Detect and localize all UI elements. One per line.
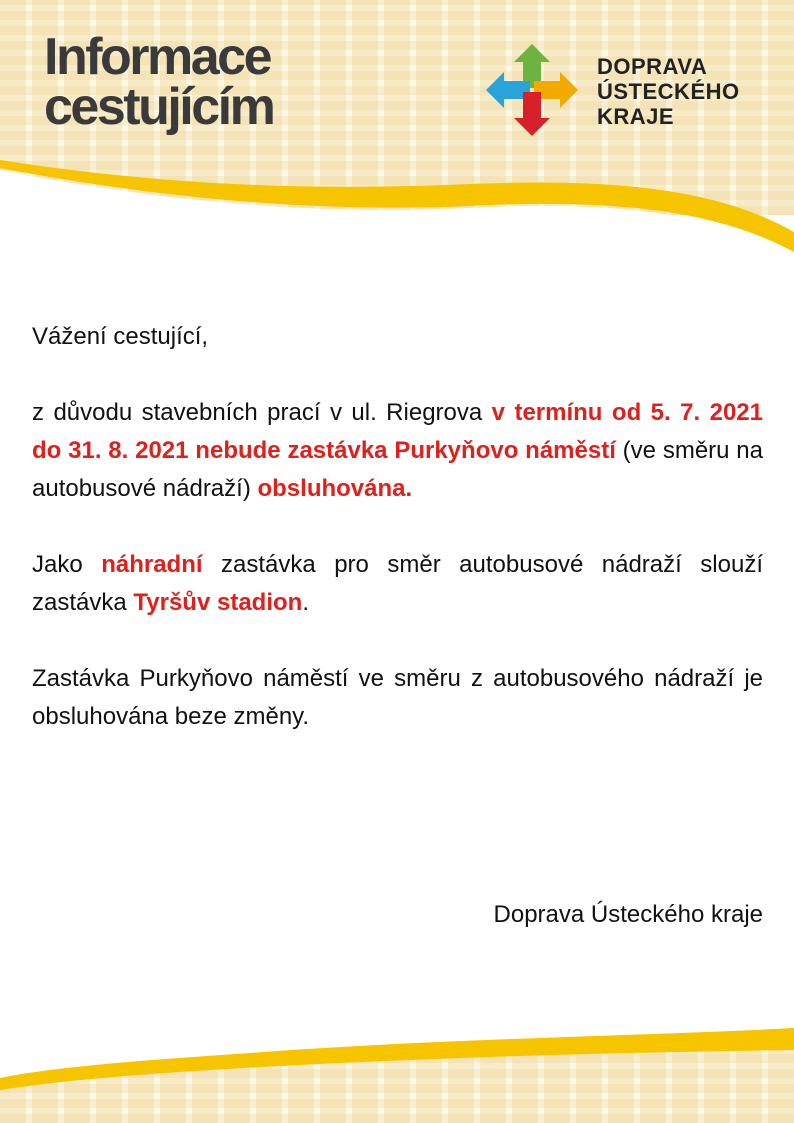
signature: Doprava Ústeckého kraje (493, 901, 763, 928)
greeting: Vážení cestující, (32, 323, 209, 350)
title-line-2: cestujícím (44, 78, 274, 136)
notice-paragraph-replacement (32, 546, 763, 622)
closure-text-2: (ve směru na autobusové nádraží) (32, 437, 764, 502)
replacement-text-1: Jako (32, 551, 102, 578)
replacement-text-2: zastávka pro směr autobusové nádraží slouží zastávka (32, 551, 763, 616)
notice-paragraph-closure (32, 394, 763, 508)
replacement-text-3: . (302, 589, 309, 616)
logo-line-3: KRAJE (597, 104, 675, 129)
notice-paragraph-unchanged: Zastávka Purkyňovo náměstí ve směru z autobusového nádraží je obsluhována beze změny. (32, 665, 763, 730)
title-line-1: Informace (44, 28, 271, 86)
page-title (44, 28, 274, 136)
notice-body (32, 318, 763, 774)
replacement-stop-highlight: Tyršův stadion (133, 589, 303, 616)
organization-logo-text (597, 54, 740, 129)
logo-line-2: ÚSTECKÉHO (597, 79, 740, 104)
closure-text-1: z důvodu stavebních prací v ul. Riegrova (32, 399, 492, 426)
footer-yellow-wave (0, 1008, 794, 1123)
logo-line-1: DOPRAVA (597, 54, 708, 79)
closure-period-highlight: v termínu od 5. 7. 2021 do 31. 8. 2021 nebude zastávka Purkyňovo náměstí (32, 399, 763, 464)
dopravni-arrows-logo-icon (482, 40, 582, 140)
header-yellow-wave (0, 160, 794, 270)
closure-status-highlight: obsluhována. (257, 475, 413, 502)
replacement-highlight: náhradní (101, 551, 203, 578)
